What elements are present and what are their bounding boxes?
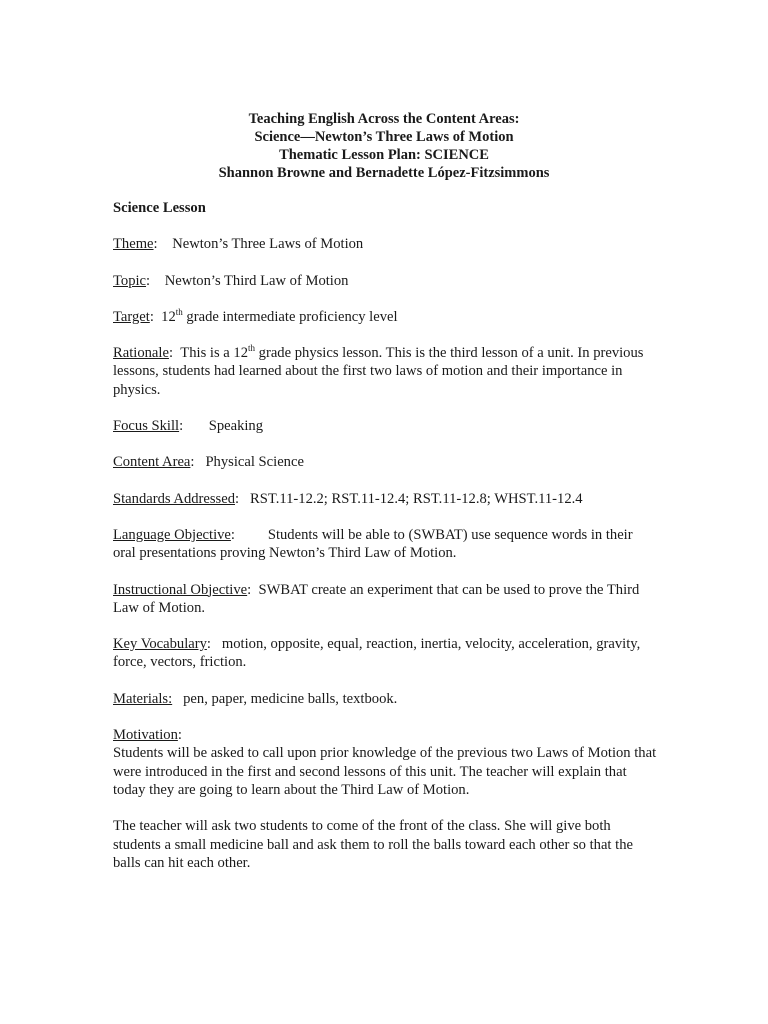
field-value-cont: grade physics lesson. This is the third lesson of a unit. In previous lessons, students had learned about the first two laws of motion and their importance in physics.	[113, 345, 644, 398]
field-value-cont: grade intermediate proficiency level	[182, 308, 398, 325]
field-separator: :	[206, 636, 211, 653]
field-value: Students will be able to (SWBAT) use sequence words in their oral presentations proving Newton’s Third Law of Motion.	[113, 526, 633, 562]
field-value: 12	[161, 308, 176, 325]
field-separator: :	[247, 581, 252, 598]
field-value: motion, opposite, equal, reaction, inertia, velocity, acceleration, gravity, force, vectors, friction.	[113, 636, 641, 671]
field-label: Rationale	[113, 345, 169, 362]
field-value: pen, paper, medicine balls, textbook.	[183, 690, 398, 707]
field-separator: :	[190, 454, 195, 471]
motivation-paragraph: Students will be asked to call upon prior knowledge of the previous two Laws of Motion that were introduced in the first and second lessons of this unit. The teacher will explain that today they are going to learn about the Third Law of Motion.	[113, 745, 657, 798]
field-separator: :	[177, 727, 182, 744]
field-separator: :	[235, 490, 240, 507]
field-label: Focus Skill	[113, 418, 180, 435]
field-topic	[113, 272, 658, 290]
field-label: Motivation	[113, 727, 178, 744]
document-body	[113, 199, 658, 890]
field-separator: :	[179, 418, 184, 435]
field-focus-skill	[113, 417, 658, 435]
field-content-area	[113, 453, 658, 471]
field-materials	[113, 690, 658, 708]
field-value: RST.11-12.2; RST.11-12.4; RST.11-12.8; WHST.11-12.4	[250, 490, 583, 507]
field-separator: :	[230, 526, 235, 543]
field-standards	[113, 490, 658, 508]
superscript: th	[175, 307, 183, 318]
header-plan-type-line: Thematic Lesson Plan: SCIENCE	[279, 147, 489, 163]
field-value: Physical Science	[205, 454, 304, 471]
field-value: This is a 12	[180, 345, 248, 362]
field-separator: :	[168, 345, 173, 362]
field-language-objective	[113, 526, 658, 563]
field-separator: :	[153, 236, 158, 253]
field-value: SWBAT create an experiment that can be used to prove the Third Law of Motion.	[113, 581, 640, 616]
field-instructional-objective	[113, 581, 658, 618]
field-label: Theme	[113, 236, 154, 253]
motivation-paragraph: The teacher will ask two students to come of the front of the class. She will give both students a small medicine ball and ask them to roll the balls toward each other so that the balls can hit each other.	[113, 818, 633, 871]
header-authors-line: Shannon Browne and Bernadette López-Fitzsimmons	[218, 165, 550, 181]
field-value: Newton’s Third Law of Motion	[164, 272, 349, 289]
field-separator: :	[149, 308, 154, 325]
field-target	[113, 308, 658, 326]
field-value: Newton’s Three Laws of Motion	[172, 236, 364, 253]
field-label: Instructional Objective	[113, 581, 248, 598]
field-separator: :	[146, 272, 151, 289]
section-title: Science Lesson	[113, 200, 206, 216]
document-header	[0, 110, 768, 182]
field-key-vocabulary	[113, 635, 658, 672]
field-value: Speaking	[208, 418, 264, 435]
field-label: Topic	[113, 272, 147, 289]
field-label: Target	[113, 308, 150, 325]
field-motivation	[113, 726, 658, 744]
field-label: Materials:	[113, 690, 173, 707]
superscript: th	[248, 343, 256, 354]
header-title-line: Teaching English Across the Content Areas:	[248, 111, 520, 127]
field-label: Content Area	[113, 454, 191, 471]
field-rationale	[113, 344, 658, 399]
field-label: Key Vocabulary	[113, 636, 207, 653]
field-label: Standards Addressed	[113, 490, 236, 507]
header-subtitle-line: Science—Newton’s Three Laws of Motion	[254, 129, 514, 145]
field-theme	[113, 235, 658, 253]
field-label: Language Objective	[113, 526, 231, 543]
